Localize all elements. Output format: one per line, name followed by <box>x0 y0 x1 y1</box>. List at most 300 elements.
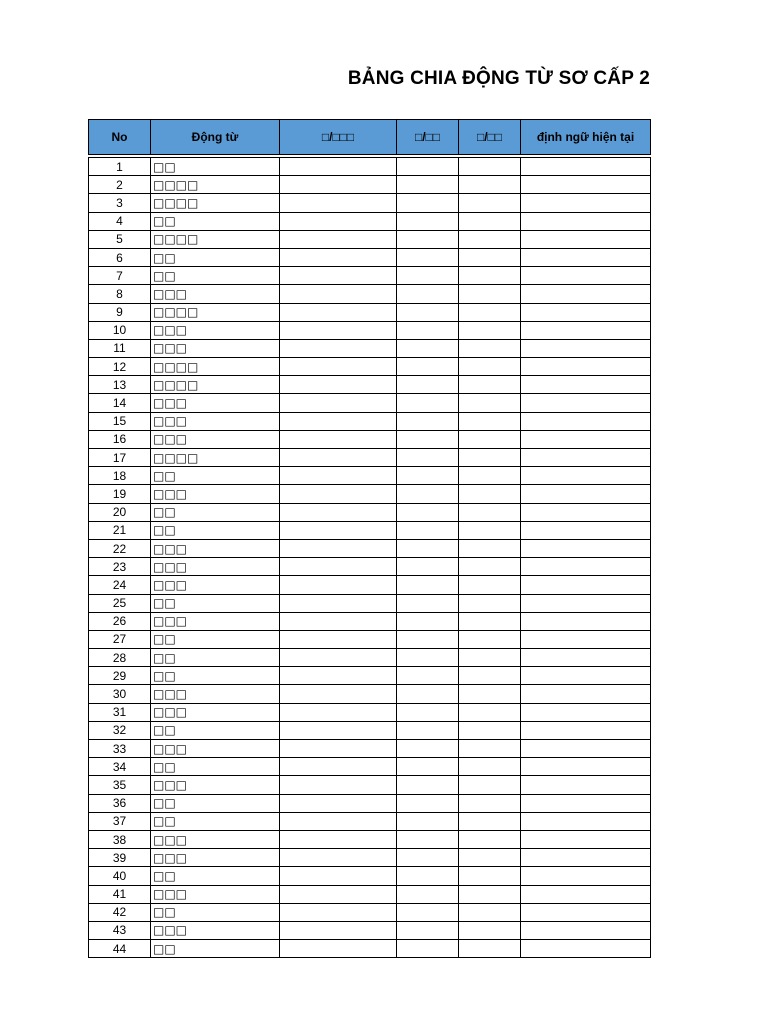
form-1-cell[interactable] <box>280 594 397 612</box>
present-modifier-cell[interactable] <box>521 194 651 212</box>
table-row <box>89 758 651 776</box>
table-row <box>89 830 651 848</box>
row-number-cell: 1 <box>89 158 151 176</box>
form-1-cell[interactable] <box>280 449 397 467</box>
form-3-cell[interactable] <box>459 248 521 266</box>
form-1-cell[interactable] <box>280 321 397 339</box>
form-3-cell[interactable] <box>459 558 521 576</box>
form-1-cell[interactable] <box>280 521 397 539</box>
form-2-cell[interactable] <box>397 667 459 685</box>
table-row <box>89 485 651 503</box>
row-number-cell: 22 <box>89 539 151 557</box>
form-1-cell[interactable] <box>280 303 397 321</box>
row-number-cell: 41 <box>89 885 151 903</box>
present-modifier-cell[interactable] <box>521 285 651 303</box>
form-3-cell[interactable] <box>459 467 521 485</box>
row-number-cell: 30 <box>89 685 151 703</box>
form-3-cell[interactable] <box>459 794 521 812</box>
form-1-cell[interactable] <box>280 394 397 412</box>
verb-cell: □□□ <box>151 703 280 721</box>
table-row <box>89 503 651 521</box>
form-1-cell[interactable] <box>280 267 397 285</box>
verb-cell: □□□□ <box>151 358 280 376</box>
table-row <box>89 212 651 230</box>
table-row <box>89 394 651 412</box>
form-3-cell[interactable] <box>459 285 521 303</box>
form-2-cell[interactable] <box>397 485 459 503</box>
row-number-cell: 27 <box>89 630 151 648</box>
present-modifier-cell[interactable] <box>521 521 651 539</box>
present-modifier-cell[interactable] <box>521 485 651 503</box>
present-modifier-cell[interactable] <box>521 685 651 703</box>
verb-cell: □□□ <box>151 285 280 303</box>
table-row <box>89 740 651 758</box>
form-3-cell[interactable] <box>459 830 521 848</box>
form-1-cell[interactable] <box>280 485 397 503</box>
form-2-cell[interactable] <box>397 194 459 212</box>
form-3-cell[interactable] <box>459 158 521 176</box>
form-3-cell[interactable] <box>459 703 521 721</box>
table-row <box>89 940 651 958</box>
table-row <box>89 176 651 194</box>
form-1-cell[interactable] <box>280 867 397 885</box>
verb-cell: □□□ <box>151 849 280 867</box>
present-modifier-cell[interactable] <box>521 576 651 594</box>
verb-cell: □□□ <box>151 776 280 794</box>
table-row <box>89 885 651 903</box>
form-1-cell[interactable] <box>280 667 397 685</box>
present-modifier-cell[interactable] <box>521 449 651 467</box>
row-number-cell: 32 <box>89 721 151 739</box>
form-2-cell[interactable] <box>397 285 459 303</box>
form-2-cell[interactable] <box>397 376 459 394</box>
form-1-cell[interactable] <box>280 721 397 739</box>
form-2-cell[interactable] <box>397 467 459 485</box>
present-modifier-cell[interactable] <box>521 885 651 903</box>
present-modifier-cell[interactable] <box>521 703 651 721</box>
present-modifier-cell[interactable] <box>521 630 651 648</box>
table-row <box>89 358 651 376</box>
form-3-cell[interactable] <box>459 230 521 248</box>
table-row <box>89 449 651 467</box>
form-2-cell[interactable] <box>397 594 459 612</box>
present-modifier-cell[interactable] <box>521 158 651 176</box>
table-row <box>89 794 651 812</box>
form-1-cell[interactable] <box>280 212 397 230</box>
form-2-cell[interactable] <box>397 521 459 539</box>
form-3-cell[interactable] <box>459 539 521 557</box>
table-row <box>89 539 651 557</box>
row-number-cell: 23 <box>89 558 151 576</box>
present-modifier-cell[interactable] <box>521 230 651 248</box>
row-number-cell: 42 <box>89 903 151 921</box>
table-row <box>89 776 651 794</box>
form-1-cell[interactable] <box>280 412 397 430</box>
form-2-cell[interactable] <box>397 321 459 339</box>
row-number-cell: 14 <box>89 394 151 412</box>
verb-cell: □□ <box>151 630 280 648</box>
present-modifier-cell[interactable] <box>521 248 651 266</box>
verb-cell: □□□ <box>151 885 280 903</box>
form-3-cell[interactable] <box>459 194 521 212</box>
form-1-cell[interactable] <box>280 285 397 303</box>
verb-cell: □□ <box>151 467 280 485</box>
form-3-cell[interactable] <box>459 339 521 357</box>
form-1-cell[interactable] <box>280 612 397 630</box>
present-modifier-cell[interactable] <box>521 176 651 194</box>
table-body <box>89 158 651 958</box>
present-modifier-cell[interactable] <box>521 667 651 685</box>
verb-cell: □□ <box>151 940 280 958</box>
form-3-cell[interactable] <box>459 867 521 885</box>
form-3-cell[interactable] <box>459 903 521 921</box>
present-modifier-cell[interactable] <box>521 339 651 357</box>
verb-cell: □□ <box>151 758 280 776</box>
row-number-cell: 3 <box>89 194 151 212</box>
verb-cell: □□ <box>151 649 280 667</box>
form-3-cell[interactable] <box>459 685 521 703</box>
row-number-cell: 13 <box>89 376 151 394</box>
present-modifier-cell[interactable] <box>521 558 651 576</box>
table-row <box>89 576 651 594</box>
table-row <box>89 703 651 721</box>
row-number-cell: 24 <box>89 576 151 594</box>
table-row <box>89 685 651 703</box>
present-modifier-cell[interactable] <box>521 649 651 667</box>
table-row <box>89 194 651 212</box>
form-2-cell[interactable] <box>397 903 459 921</box>
row-number-cell: 35 <box>89 776 151 794</box>
verb-cell: □□□ <box>151 339 280 357</box>
verb-conjugation-table <box>88 119 651 958</box>
row-number-cell: 10 <box>89 321 151 339</box>
form-2-cell[interactable] <box>397 703 459 721</box>
form-3-cell[interactable] <box>459 521 521 539</box>
form-1-cell[interactable] <box>280 758 397 776</box>
form-2-cell[interactable] <box>397 721 459 739</box>
form-3-cell[interactable] <box>459 376 521 394</box>
present-modifier-cell[interactable] <box>521 303 651 321</box>
form-3-cell[interactable] <box>459 303 521 321</box>
verb-cell: □□ <box>151 867 280 885</box>
row-number-cell: 18 <box>89 467 151 485</box>
present-modifier-cell[interactable] <box>521 812 651 830</box>
form-2-cell[interactable] <box>397 940 459 958</box>
row-number-cell: 2 <box>89 176 151 194</box>
form-3-cell[interactable] <box>459 849 521 867</box>
column-header-no: No <box>89 120 151 155</box>
form-1-cell[interactable] <box>280 358 397 376</box>
row-number-cell: 11 <box>89 339 151 357</box>
table-row <box>89 721 651 739</box>
present-modifier-cell[interactable] <box>521 940 651 958</box>
form-2-cell[interactable] <box>397 449 459 467</box>
table-row <box>89 285 651 303</box>
row-number-cell: 12 <box>89 358 151 376</box>
form-1-cell[interactable] <box>280 649 397 667</box>
row-number-cell: 39 <box>89 849 151 867</box>
present-modifier-cell[interactable] <box>521 503 651 521</box>
form-3-cell[interactable] <box>459 630 521 648</box>
form-3-cell[interactable] <box>459 940 521 958</box>
form-3-cell[interactable] <box>459 394 521 412</box>
form-1-cell[interactable] <box>280 230 397 248</box>
form-2-cell[interactable] <box>397 776 459 794</box>
form-3-cell[interactable] <box>459 358 521 376</box>
form-2-cell[interactable] <box>397 921 459 939</box>
present-modifier-cell[interactable] <box>521 921 651 939</box>
form-1-cell[interactable] <box>280 339 397 357</box>
form-1-cell[interactable] <box>280 740 397 758</box>
form-1-cell[interactable] <box>280 539 397 557</box>
form-1-cell[interactable] <box>280 248 397 266</box>
form-1-cell[interactable] <box>280 940 397 958</box>
form-3-cell[interactable] <box>459 921 521 939</box>
column-header-verb: Động từ <box>151 120 280 155</box>
row-number-cell: 9 <box>89 303 151 321</box>
row-number-cell: 29 <box>89 667 151 685</box>
present-modifier-cell[interactable] <box>521 794 651 812</box>
row-number-cell: 15 <box>89 412 151 430</box>
form-2-cell[interactable] <box>397 248 459 266</box>
table-row <box>89 612 651 630</box>
form-2-cell[interactable] <box>397 430 459 448</box>
verb-cell: □□ <box>151 267 280 285</box>
form-2-cell[interactable] <box>397 558 459 576</box>
present-modifier-cell[interactable] <box>521 376 651 394</box>
row-number-cell: 17 <box>89 449 151 467</box>
verb-cell: □□□ <box>151 740 280 758</box>
form-2-cell[interactable] <box>397 794 459 812</box>
form-1-cell[interactable] <box>280 630 397 648</box>
form-3-cell[interactable] <box>459 485 521 503</box>
form-3-cell[interactable] <box>459 212 521 230</box>
present-modifier-cell[interactable] <box>521 212 651 230</box>
form-1-cell[interactable] <box>280 794 397 812</box>
form-2-cell[interactable] <box>397 303 459 321</box>
verb-cell: □□□□ <box>151 449 280 467</box>
table-row <box>89 867 651 885</box>
row-number-cell: 28 <box>89 649 151 667</box>
form-2-cell[interactable] <box>397 230 459 248</box>
verb-cell: □□□ <box>151 539 280 557</box>
form-2-cell[interactable] <box>397 758 459 776</box>
form-3-cell[interactable] <box>459 267 521 285</box>
form-2-cell[interactable] <box>397 849 459 867</box>
row-number-cell: 43 <box>89 921 151 939</box>
verb-cell: □□ <box>151 212 280 230</box>
table-row <box>89 248 651 266</box>
verb-cell: □□ <box>151 521 280 539</box>
row-number-cell: 21 <box>89 521 151 539</box>
form-2-cell[interactable] <box>397 867 459 885</box>
present-modifier-cell[interactable] <box>521 721 651 739</box>
verb-cell: □□ <box>151 794 280 812</box>
header-row <box>89 120 651 155</box>
form-3-cell[interactable] <box>459 667 521 685</box>
form-3-cell[interactable] <box>459 721 521 739</box>
column-header-form-1: □/□□□ <box>280 120 397 155</box>
form-1-cell[interactable] <box>280 430 397 448</box>
verb-cell: □□ <box>151 812 280 830</box>
form-1-cell[interactable] <box>280 903 397 921</box>
form-3-cell[interactable] <box>459 430 521 448</box>
form-3-cell[interactable] <box>459 612 521 630</box>
present-modifier-cell[interactable] <box>521 267 651 285</box>
form-1-cell[interactable] <box>280 849 397 867</box>
present-modifier-cell[interactable] <box>521 903 651 921</box>
form-3-cell[interactable] <box>459 740 521 758</box>
table-row <box>89 667 651 685</box>
verb-cell: □□□ <box>151 612 280 630</box>
verb-cell: □□ <box>151 903 280 921</box>
form-1-cell[interactable] <box>280 158 397 176</box>
form-3-cell[interactable] <box>459 649 521 667</box>
verb-cell: □□□ <box>151 685 280 703</box>
form-1-cell[interactable] <box>280 558 397 576</box>
row-number-cell: 38 <box>89 830 151 848</box>
form-1-cell[interactable] <box>280 503 397 521</box>
verb-cell: □□□ <box>151 394 280 412</box>
row-number-cell: 26 <box>89 612 151 630</box>
present-modifier-cell[interactable] <box>521 830 651 848</box>
table-row <box>89 812 651 830</box>
row-number-cell: 36 <box>89 794 151 812</box>
verb-cell: □□ <box>151 158 280 176</box>
row-number-cell: 25 <box>89 594 151 612</box>
present-modifier-cell[interactable] <box>521 412 651 430</box>
present-modifier-cell[interactable] <box>521 758 651 776</box>
form-2-cell[interactable] <box>397 503 459 521</box>
present-modifier-cell[interactable] <box>521 467 651 485</box>
form-2-cell[interactable] <box>397 539 459 557</box>
form-1-cell[interactable] <box>280 376 397 394</box>
form-2-cell[interactable] <box>397 267 459 285</box>
form-1-cell[interactable] <box>280 194 397 212</box>
form-2-cell[interactable] <box>397 830 459 848</box>
present-modifier-cell[interactable] <box>521 612 651 630</box>
row-number-cell: 34 <box>89 758 151 776</box>
verb-cell: □□ <box>151 721 280 739</box>
form-2-cell[interactable] <box>397 630 459 648</box>
form-3-cell[interactable] <box>459 812 521 830</box>
present-modifier-cell[interactable] <box>521 539 651 557</box>
form-2-cell[interactable] <box>397 412 459 430</box>
present-modifier-cell[interactable] <box>521 849 651 867</box>
present-modifier-cell[interactable] <box>521 776 651 794</box>
present-modifier-cell[interactable] <box>521 394 651 412</box>
form-1-cell[interactable] <box>280 703 397 721</box>
form-3-cell[interactable] <box>459 176 521 194</box>
form-2-cell[interactable] <box>397 176 459 194</box>
form-1-cell[interactable] <box>280 830 397 848</box>
form-1-cell[interactable] <box>280 467 397 485</box>
table-row <box>89 594 651 612</box>
present-modifier-cell[interactable] <box>521 430 651 448</box>
verb-cell: □□ <box>151 248 280 266</box>
present-modifier-cell[interactable] <box>521 867 651 885</box>
table-row <box>89 921 651 939</box>
form-3-cell[interactable] <box>459 412 521 430</box>
form-2-cell[interactable] <box>397 576 459 594</box>
form-1-cell[interactable] <box>280 812 397 830</box>
present-modifier-cell[interactable] <box>521 321 651 339</box>
present-modifier-cell[interactable] <box>521 358 651 376</box>
form-3-cell[interactable] <box>459 449 521 467</box>
row-number-cell: 8 <box>89 285 151 303</box>
verb-cell: □□□ <box>151 321 280 339</box>
form-1-cell[interactable] <box>280 885 397 903</box>
form-2-cell[interactable] <box>397 339 459 357</box>
form-2-cell[interactable] <box>397 740 459 758</box>
verb-cell: □□ <box>151 503 280 521</box>
form-3-cell[interactable] <box>459 758 521 776</box>
row-number-cell: 33 <box>89 740 151 758</box>
verb-cell: □□□□ <box>151 194 280 212</box>
form-2-cell[interactable] <box>397 612 459 630</box>
form-2-cell[interactable] <box>397 649 459 667</box>
form-2-cell[interactable] <box>397 394 459 412</box>
form-3-cell[interactable] <box>459 594 521 612</box>
row-number-cell: 19 <box>89 485 151 503</box>
form-3-cell[interactable] <box>459 503 521 521</box>
form-2-cell[interactable] <box>397 685 459 703</box>
table-row <box>89 267 651 285</box>
form-2-cell[interactable] <box>397 358 459 376</box>
row-number-cell: 37 <box>89 812 151 830</box>
present-modifier-cell[interactable] <box>521 740 651 758</box>
form-1-cell[interactable] <box>280 176 397 194</box>
verb-cell: □□□ <box>151 412 280 430</box>
present-modifier-cell[interactable] <box>521 594 651 612</box>
table-row <box>89 303 651 321</box>
form-2-cell[interactable] <box>397 158 459 176</box>
verb-cell: □□□□ <box>151 176 280 194</box>
row-number-cell: 6 <box>89 248 151 266</box>
verb-cell: □□ <box>151 594 280 612</box>
form-1-cell[interactable] <box>280 921 397 939</box>
form-3-cell[interactable] <box>459 776 521 794</box>
table-row <box>89 467 651 485</box>
table-row <box>89 521 651 539</box>
form-1-cell[interactable] <box>280 685 397 703</box>
form-3-cell[interactable] <box>459 885 521 903</box>
form-2-cell[interactable] <box>397 212 459 230</box>
column-header-present-modifier: định ngữ hiện tại <box>521 120 651 155</box>
form-1-cell[interactable] <box>280 576 397 594</box>
table-row <box>89 649 651 667</box>
form-3-cell[interactable] <box>459 576 521 594</box>
row-number-cell: 44 <box>89 940 151 958</box>
row-number-cell: 40 <box>89 867 151 885</box>
form-1-cell[interactable] <box>280 776 397 794</box>
table-row <box>89 558 651 576</box>
table-row <box>89 630 651 648</box>
verb-cell: □□ <box>151 667 280 685</box>
form-3-cell[interactable] <box>459 321 521 339</box>
table-row <box>89 158 651 176</box>
verb-cell: □□□ <box>151 576 280 594</box>
table-row <box>89 412 651 430</box>
table-row <box>89 321 651 339</box>
row-number-cell: 31 <box>89 703 151 721</box>
form-2-cell[interactable] <box>397 812 459 830</box>
row-number-cell: 4 <box>89 212 151 230</box>
verb-cell: □□□□ <box>151 376 280 394</box>
verb-cell: □□□ <box>151 830 280 848</box>
verb-cell: □□□□ <box>151 230 280 248</box>
form-2-cell[interactable] <box>397 885 459 903</box>
